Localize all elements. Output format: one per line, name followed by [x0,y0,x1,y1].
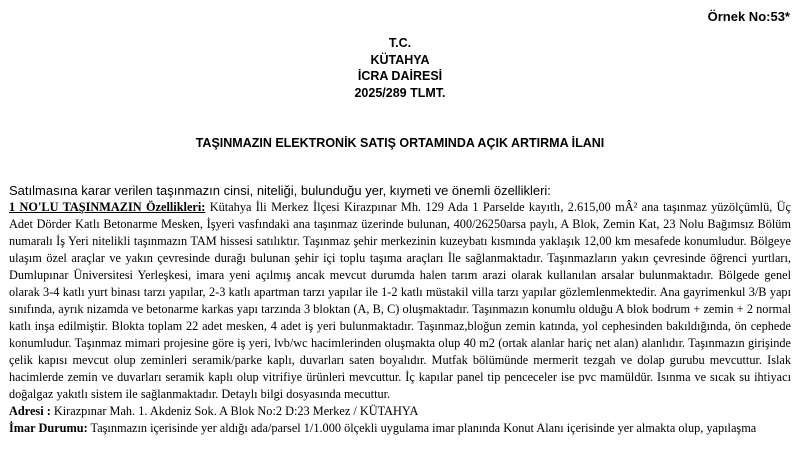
header-line-city: KÜTAHYA [370,52,430,67]
header-line-tc: T.C. [388,36,412,50]
address-paragraph [9,403,791,420]
zoning-text: Taşınmazın içerisinde yer aldığı ada/parsel 1/1.000 ölçekli uygulama imar planında Konut Alanı içerisinde yer almakta olup, yapılaşma [87,421,757,435]
court-header [0,35,800,101]
zoning-paragraph [9,420,791,437]
address-text: Kirazpınar Mah. 1. Akdeniz Sok. A Blok No:2 D:23 Merkez / KÜTAHYA [50,404,419,418]
intro-text: Satılmasına karar verilen taşınmazın cinsi, niteliği, bulunduğu yer, kıymeti ve önemli özellikleri: [9,183,551,198]
document-body [9,199,791,437]
document-title: TAŞINMAZIN ELEKTRONİK SATIŞ ORTAMINDA AÇIK ARTIRMA İLANI [195,136,605,150]
address-label: Adresi : [9,404,51,418]
property-description: Kütahya İli Merkez İlçesi Kirazpınar Mh. 129 Ada 1 Parselde kayıtlı, 2.615,00 mÂ² ana taşınmaz yüzölçümlü, Üç Adet Dörder Katlı Betonarme Mesken, İşyeri vasfındaki ana taşınmaz üzerinde bulunan, 400/26250arsa paylı, A Blok, Zemin Kat, 23 Nolu Bağımsız Bölüm numaralı İş Yeri nitelikli taşınmazın TAM hissesi satılıktır. Taşınmaz şehir merkezinin kuzeybatı kısmında yaklaşık 12,00 km mesafede konumludur. Bölgeye ulaşım özel araçlar ve yakın çevresinde durağı bulunan şehir içi toplu taşıma araçları İle sağlanmaktadır. Taşınmazların yakın çevresinde öğrenci yurtları, Dumlupınar Üniversitesi Yerleşkesi, imara yeni açılmış ancak mevcut durumda halen tarım arazi olarak kullanılan arsalar bulunmaktadır. Bölgede genel olarak 3-4 katlı yurt binası tarzı yapılar, 2-3 katlı apartman tarzı yapılar ile 1-2 katlı müstakil villa tarzı yapılar gözlemlenmektedir. Ana gayrimenkul 3/B yapı sınıfında, ayrık nizamda ve betonarme karkas yapı tarzında 3 bloktan (A, B, C) oluşmaktadır. Taşınmazın konumlu olduğu A blok bodrum + zemin + 2 normal katlı inşa edilmiştir. Blokta toplam 22 adet mesken, 4 adet iş yeri bulunmaktadır. Taşınmaz,bloğun zemin katında, yol cephesinden bakıldığında, ön cephede konumludur. Taşınmaz mimari projesine göre iş yeri, lvb/wc hacimlerinden oluşmakta olup 40 m2 (ortak alanlar hariç net alan) alanlıdır. Taşınmazın girişinde çelik kapısı mevcut olup zeminleri seramik/parke kaplı, duvarları saten boyalıdır. Mutfak bölümünde mermerit tezgah ve dolap gurubu mevcuttur. Islak hacimlerde zemin ve duvarları seramik kaplı olup vitrifiye ürünleri mevcuttur. İç kapılar panel tip penceceler ise pvc mamüldür. Isınma ve sıcak su ihtiyacı doğalgaz yakıtlı sistem ile sağlanmaktadır. Detaylı bilgi dosyasında mecuttur. [9,200,791,401]
header-line-office: İCRA DAİRESİ [357,69,443,83]
example-number: Örnek No:53* [707,9,790,24]
zoning-label: İmar Durumu: [9,421,88,435]
property-label: 1 NO'LU TAŞINMAZIN Özellikleri: [9,200,206,214]
property-paragraph [9,199,791,403]
header-line-file-number: 2025/289 TLMT. [354,85,446,100]
